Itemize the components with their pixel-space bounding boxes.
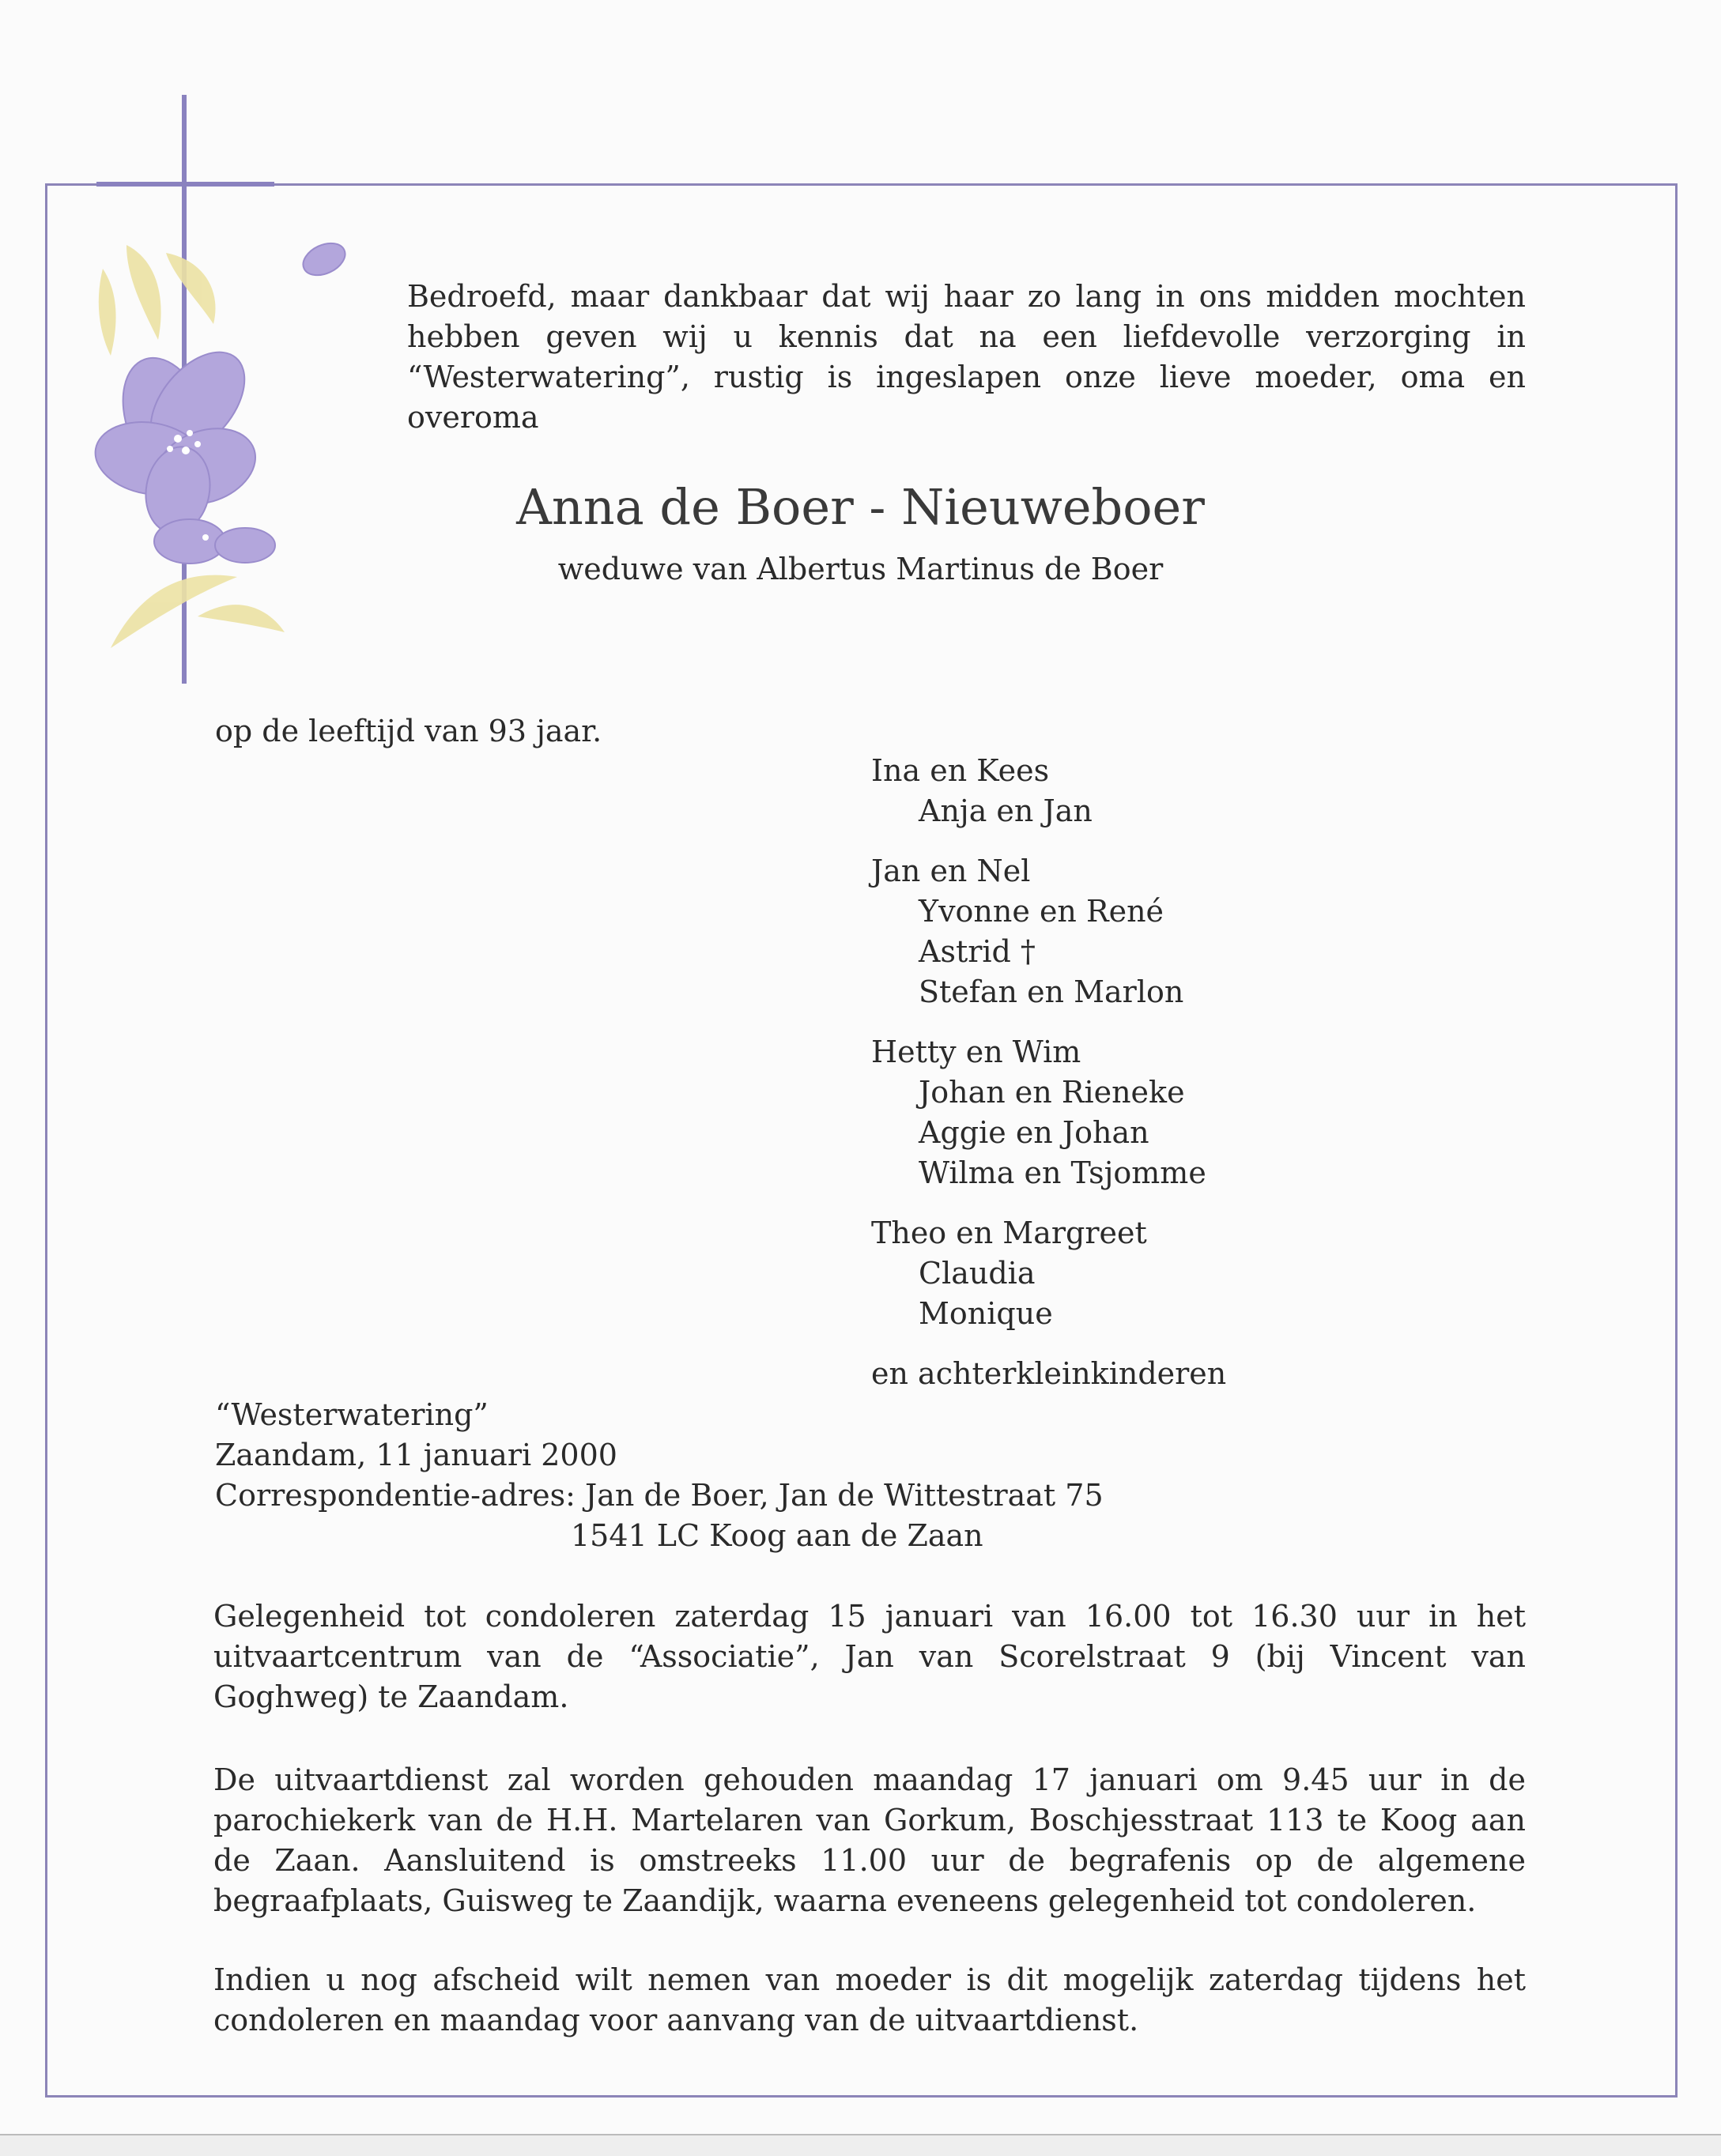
funeral-paragraph: De uitvaartdienst zal worden gehouden maandag 17 januari om 9.45 uur in de parochiekerk van de H.H. Martelaren van Gorkum, Boschjesstraat 113 te Koog aan de Zaan. Aansluitend is omstreeks 11.00 uur de begrafenis op de algemene begraafplaats, Guisweg te Zaandijk, waarna eveneens gelegenheid tot condoleren. bbox=[213, 1762, 1526, 1918]
family-child: Monique bbox=[919, 1296, 1053, 1331]
address-place: “Westerwatering” bbox=[215, 1397, 489, 1432]
family-group bbox=[871, 751, 1226, 831]
family-group bbox=[871, 851, 1226, 1012]
farewell-paragraph: Indien u nog afscheid wilt nemen van moeder is dit mogelijk zaterdag tijdens het condoleren en maandag voor aanvang van de uitvaartdienst. bbox=[213, 1962, 1526, 2037]
condolence-paragraph: Gelegenheid tot condoleren zaterdag 15 januari van 16.00 tot 16.30 uur in het uitvaartcentrum van de “Associatie”, Jan van Scorelstraat 9 (bij Vincent van Goghweg) te Zaandam. bbox=[213, 1599, 1526, 1714]
family-child: Anja en Jan bbox=[919, 793, 1093, 828]
family-child: Astrid † bbox=[919, 934, 1036, 969]
correspondence-address: Correspondentie-adres: Jan de Boer, Jan de Wittestraat 75 bbox=[215, 1478, 1104, 1513]
family-head: Theo en Margreet bbox=[871, 1216, 1147, 1250]
family-head: en achterkleinkinderen bbox=[871, 1356, 1227, 1391]
family-head: Hetty en Wim bbox=[871, 1035, 1081, 1069]
family-group bbox=[871, 1032, 1226, 1193]
address-date: Zaandam, 11 januari 2000 bbox=[215, 1438, 617, 1472]
family-child: Claudia bbox=[919, 1256, 1036, 1291]
flower-decoration-icon bbox=[79, 237, 395, 664]
widow-of-line: weduwe van Albertus Martinus de Boer bbox=[557, 552, 1164, 586]
address-block bbox=[215, 1395, 1104, 1556]
family-child: Stefan en Marlon bbox=[919, 974, 1184, 1009]
family-child: Johan en Rieneke bbox=[919, 1075, 1185, 1110]
family-group bbox=[871, 1354, 1226, 1394]
family-group bbox=[871, 1213, 1226, 1334]
deceased-name: Anna de Boer - Nieuweboer bbox=[516, 478, 1205, 536]
family-child: Yvonne en René bbox=[919, 894, 1164, 929]
intro-text: Bedroefd, maar dankbaar dat wij haar zo lang in ons midden mochten hebben geven wij u kennis dat na een liefdevolle verzorging in “Westerwatering”, rustig is ingeslapen onze lieve moeder, oma en overoma bbox=[407, 279, 1526, 435]
scan-bottom-edge bbox=[0, 2134, 1721, 2156]
postal-address: 1541 LC Koog aan de Zaan bbox=[571, 1518, 983, 1553]
family-head: Ina en Kees bbox=[871, 753, 1050, 788]
family-child: Aggie en Johan bbox=[919, 1115, 1149, 1150]
family-list bbox=[871, 751, 1226, 1414]
family-head: Jan en Nel bbox=[871, 854, 1031, 888]
age-line: op de leeftijd van 93 jaar. bbox=[215, 714, 602, 748]
family-child: Wilma en Tsjomme bbox=[919, 1155, 1206, 1190]
